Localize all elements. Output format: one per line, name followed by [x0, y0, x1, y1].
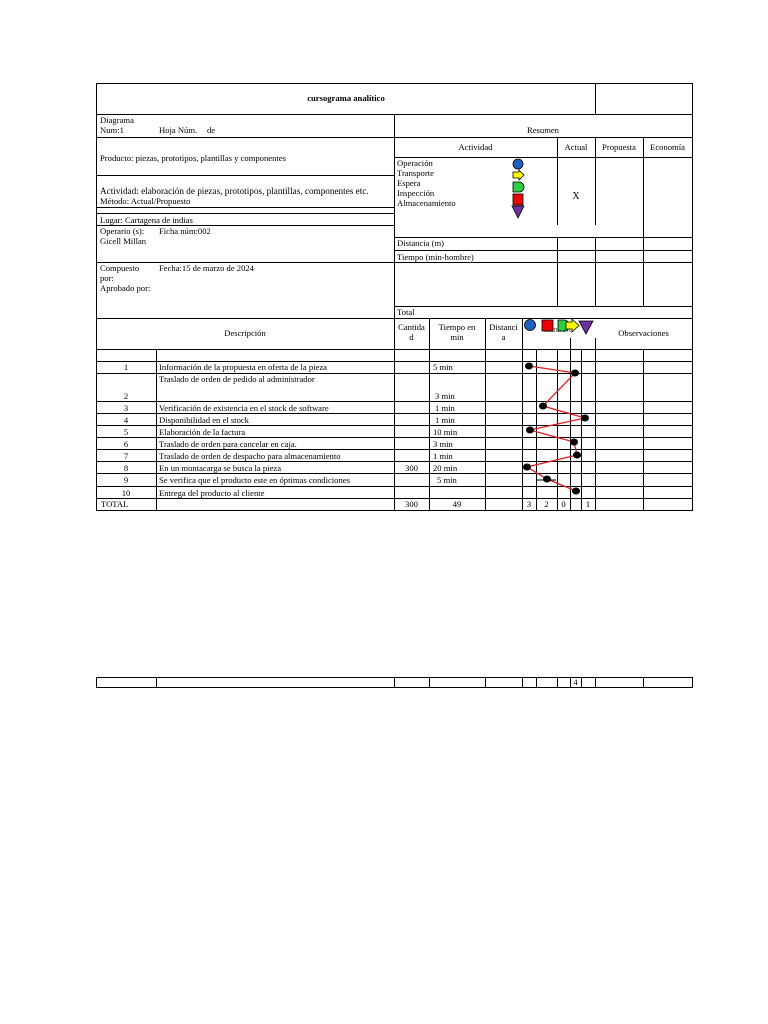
row-description: Traslado de orden para cancelar en caja.: [159, 439, 297, 449]
distance-header-2: a: [501, 332, 506, 342]
total-label: Total: [397, 307, 415, 317]
page-title: cursograma analítico: [307, 93, 385, 103]
total-time: 49: [452, 499, 462, 509]
quantity-header-2: d: [409, 332, 414, 342]
distance-header-1: Distanci: [489, 322, 518, 332]
activity-inspection: Inspección: [397, 188, 435, 198]
row-num: 9: [123, 475, 129, 485]
method-text: Método: Actual/Propuesto: [100, 196, 191, 206]
flow-point: [526, 427, 534, 434]
row-description: En un montacarga se busca la pieza: [159, 463, 282, 473]
total-symbol-inspection: 2: [544, 499, 549, 509]
total-label: TOTAL: [101, 499, 129, 509]
activity-wait: Espera: [397, 178, 421, 188]
flow-point: [539, 403, 547, 410]
row-num: 1: [123, 362, 129, 372]
row-time: 20 min: [433, 463, 458, 473]
total-symbol-operation: 3: [526, 499, 532, 509]
flow-point: [525, 363, 533, 370]
flow-point: [572, 488, 580, 495]
row-time: 1 min: [433, 451, 453, 461]
row-time: 5 min: [437, 475, 457, 485]
activity-transport: Transporte: [397, 168, 434, 178]
row-description: Disponibilidad en el stock: [159, 415, 249, 425]
row-quantity: 300: [405, 463, 418, 473]
flow-point: [543, 476, 551, 483]
approved-label: Aprobado por:: [100, 283, 151, 293]
num-label: Num:1: [100, 125, 124, 135]
date-text: Fecha:15 de marzo de 2024: [159, 263, 254, 273]
operator-label: Operario (s):: [100, 226, 145, 236]
operator-name: Gicell Millan: [100, 236, 147, 246]
total-symbol-wait: 0: [561, 499, 566, 509]
actual-mark: X: [572, 191, 580, 202]
activity-operation: Operación: [397, 158, 433, 168]
product-text: Producto: piezas, prototipos, plantillas y componentes: [100, 153, 286, 163]
row-num: 10: [121, 488, 131, 498]
by-label: por:: [100, 273, 114, 283]
card-text: Ficha núm:002: [159, 226, 211, 236]
proposed-col-header: Propuesta: [602, 142, 636, 152]
row-description: Verificación de existencia en el stock de software: [159, 403, 329, 413]
actual-col-header: Actual: [564, 142, 588, 152]
total-quantity: 300: [405, 499, 418, 509]
row-num: 3: [123, 403, 129, 413]
observations-header: Observaciones: [618, 328, 669, 338]
row-num: 6: [123, 439, 129, 449]
description-header: Descripción: [224, 328, 266, 338]
row-description: Elaboración de la factura: [159, 427, 246, 437]
row-num: 2: [123, 391, 129, 401]
footer-value: 4: [573, 677, 578, 687]
distance-label: Distancia (m): [397, 238, 445, 248]
flow-point: [571, 370, 579, 377]
row-num: 8: [123, 463, 129, 473]
total-symbol-storage: 1: [585, 499, 591, 509]
quantity-header-1: Cantida: [398, 322, 425, 332]
row-time: 10 min: [433, 427, 458, 437]
diagram-label: Diagrama: [100, 115, 134, 125]
composed-label: Compuesto: [100, 263, 140, 273]
of-label: de: [207, 125, 216, 135]
row-description: Se verifica que el producto este en óptimas condiciones: [159, 475, 350, 485]
row-description: Traslado de orden de pedido al administrador: [159, 374, 315, 384]
place-text: Lugar: Cartagena de indias: [100, 215, 193, 225]
row-description: Entrega del producto al cliente: [159, 488, 265, 498]
row-time: 5 min: [433, 362, 453, 372]
sheet-label: Hoja Núm.: [159, 125, 198, 135]
row-num: 4: [123, 415, 129, 425]
row-description: Información de la propuesta en oferta de la pieza: [159, 362, 327, 372]
activity-storage: Almacenamiento: [397, 198, 456, 208]
flow-point: [573, 452, 581, 459]
row-time: 1 min: [435, 415, 455, 425]
flow-point: [581, 415, 589, 422]
time-header-2: min: [450, 332, 464, 342]
row-time: 3 min: [435, 391, 455, 401]
activity-text: Actividad: elaboración de piezas, prototipos, plantillas, componentes etc.: [100, 186, 369, 196]
activity-col-header: Actividad: [458, 142, 493, 152]
flow-point: [570, 439, 578, 446]
summary-label: Resumen: [527, 125, 559, 135]
economy-col-header: Economía: [650, 142, 685, 152]
row-num: 5: [123, 427, 129, 437]
row-num: 7: [123, 451, 129, 461]
row-time: 1 min: [435, 403, 455, 413]
time-header-1: Tiempo en: [438, 322, 476, 332]
time-label: Tiempo (min-hombre): [397, 252, 474, 262]
row-description: Traslado de orden de despacho para almacenamiento: [159, 451, 341, 461]
flow-point: [523, 464, 531, 471]
row-time: 3 min: [433, 439, 453, 449]
